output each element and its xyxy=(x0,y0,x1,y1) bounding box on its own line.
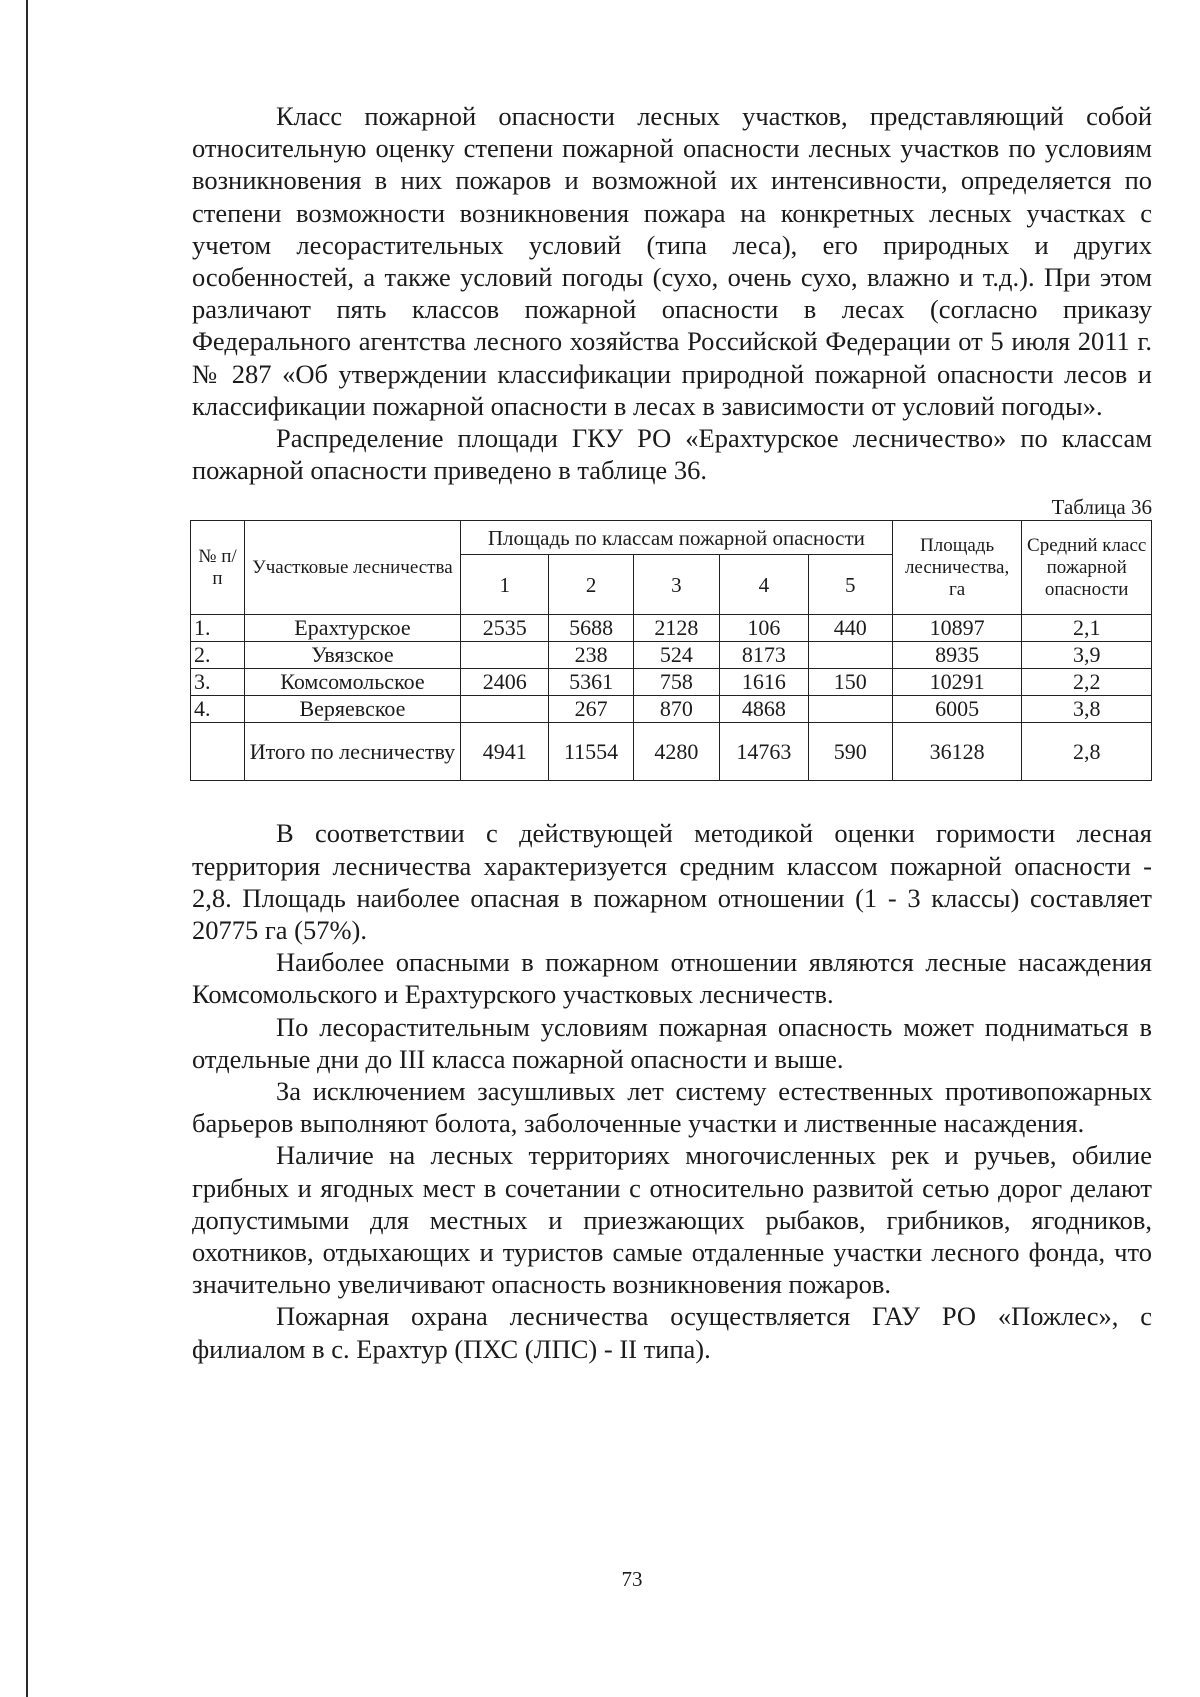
header-class-2: 2 xyxy=(549,555,633,615)
header-class-3: 3 xyxy=(633,555,719,615)
cell-class-1: 2406 xyxy=(460,669,549,696)
cell-avg: 2,8 xyxy=(1022,723,1152,781)
header-forestry: Участковые лесничества xyxy=(244,521,460,615)
header-total-area: Площадь лесничества, га xyxy=(892,521,1022,615)
cell-class-5 xyxy=(808,642,892,669)
cell-class-3: 758 xyxy=(633,669,719,696)
cell-class-1: 4941 xyxy=(460,723,549,781)
cell-class-1 xyxy=(460,642,549,669)
cell-class-5 xyxy=(808,696,892,723)
cell-num: 3. xyxy=(191,669,245,696)
cell-total: 8935 xyxy=(892,642,1022,669)
cell-class-3: 4280 xyxy=(633,723,719,781)
cell-class-3: 870 xyxy=(633,696,719,723)
paragraph-avg-class: В соответствии с действующей методикой оценки горимости лесная территория лесничества характеризуется средним классом пожарной опасности - 2,8. Площадь наиболее опасная в пожарном отношении (1 - 3 классы) составляет 20775 га (57%). xyxy=(192,818,1152,946)
cell-class-2: 5688 xyxy=(549,615,633,642)
cell-total: 10897 xyxy=(892,615,1022,642)
paragraph-fire-class-definition: Класс пожарной опасности лесных участков, представляющий собой относительную оценку степени пожарной опасности лесных участков по условиям возникновения в них пожаров и возможной их интенсивности, определяется по степени возможности возникновения пожара на конкретных лесных участках с учетом лесорастительных условий (типа леса), его природных и других особенностей, а также условий погоды (сухо, очень сухо, влажно и т.д.). При этом различают пять классов пожарной опасности в лесах (согласно приказу Федерального агентства лесного хозяйства Российской Федерации от 5 июля 2011 г. № 287 «Об утверждении классификации природной пожарной опасности лесов и классификации пожарной опасности в лесах в зависимости от условий погоды». xyxy=(192,101,1152,421)
cell-class-2: 267 xyxy=(549,696,633,723)
cell-class-4: 106 xyxy=(720,615,809,642)
paragraph-area-distribution: Распределение площади ГКУ РО «Ерахтурское лесничество» по классам пожарной опасности приведено в таблице 36. xyxy=(192,423,1152,486)
header-class-5: 5 xyxy=(808,555,892,615)
cell-class-2: 238 xyxy=(549,642,633,669)
cell-avg: 2,1 xyxy=(1022,615,1152,642)
cell-class-1 xyxy=(460,696,549,723)
cell-class-3: 524 xyxy=(633,642,719,669)
cell-class-4: 4868 xyxy=(720,696,809,723)
cell-class-4: 8173 xyxy=(720,642,809,669)
cell-num: 1. xyxy=(191,615,245,642)
paragraph-fire-protection: Пожарная охрана лесничества осуществляется ГАУ РО «Пожлес», с филиалом в с. Ерахтур (ПХС (ЛПС) - II типа). xyxy=(192,1301,1152,1364)
cell-class-5: 590 xyxy=(808,723,892,781)
paragraph-most-dangerous: Наиболее опасными в пожарном отношении являются лесные насаждения Комсомольского и Ерахтурского участковых лесничеств. xyxy=(192,947,1152,1010)
cell-name: Ерахтурское xyxy=(244,615,460,642)
header-area-by-class: Площадь по классам пожарной опасности xyxy=(460,521,892,555)
cell-num: 4. xyxy=(191,696,245,723)
cell-name: Увязское xyxy=(244,642,460,669)
table-caption: Таблица 36 xyxy=(1051,495,1152,520)
cell-avg: 3,8 xyxy=(1022,696,1152,723)
cell-num: 2. xyxy=(191,642,245,669)
header-num: № п/п xyxy=(191,521,245,615)
table-row xyxy=(191,696,1152,723)
header-avg-class: Средний класс пожарной опасности xyxy=(1022,521,1152,615)
table-row xyxy=(191,669,1152,696)
table-row-total xyxy=(191,723,1152,781)
cell-total: 10291 xyxy=(892,669,1022,696)
cell-class-5: 150 xyxy=(808,669,892,696)
cell-avg: 2,2 xyxy=(1022,669,1152,696)
table-row xyxy=(191,642,1152,669)
cell-class-1: 2535 xyxy=(460,615,549,642)
lower-text-block xyxy=(192,817,1152,1364)
paragraph-rivers-visitors: Наличие на лесных территориях многочисленных рек и ручьев, обилие грибных и ягодных мест в сочетании с относительно развитой сетью дорог делают допустимыми для местных и приезжающих рыбаков, грибников, ягодников, охотников, отдыхающих и туристов самые отдаленные участки лесного фонда, что значительно увеличивают опасность возникновения пожаров. xyxy=(192,1140,1152,1300)
scan-edge-line xyxy=(26,0,28,1697)
cell-class-2: 5361 xyxy=(549,669,633,696)
cell-class-2: 11554 xyxy=(549,723,633,781)
cell-total: 6005 xyxy=(892,696,1022,723)
paragraph-natural-barriers: За исключением засушливых лет систему естественных противопожарных барьеров выполняют болота, заболоченные участки и лиственные насаждения. xyxy=(192,1076,1152,1139)
page-number: 73 xyxy=(621,1567,643,1591)
cell-num xyxy=(191,723,245,781)
cell-avg: 3,9 xyxy=(1022,642,1152,669)
table-row xyxy=(191,615,1152,642)
document-page xyxy=(192,100,1152,1365)
cell-class-4: 1616 xyxy=(720,669,809,696)
paragraph-forest-conditions: По лесорастительным условиям пожарная опасность может подниматься в отдельные дни до III класса пожарной опасности и выше. xyxy=(192,1011,1152,1074)
header-class-1: 1 xyxy=(460,555,549,615)
header-class-4: 4 xyxy=(720,555,809,615)
cell-name: Комсомольское xyxy=(244,669,460,696)
fire-danger-table xyxy=(190,520,1152,781)
cell-name: Веряевское xyxy=(244,696,460,723)
cell-class-4: 14763 xyxy=(720,723,809,781)
cell-total: 36128 xyxy=(892,723,1022,781)
cell-name: Итого по лесничеству xyxy=(244,723,460,781)
cell-class-3: 2128 xyxy=(633,615,719,642)
cell-class-5: 440 xyxy=(808,615,892,642)
